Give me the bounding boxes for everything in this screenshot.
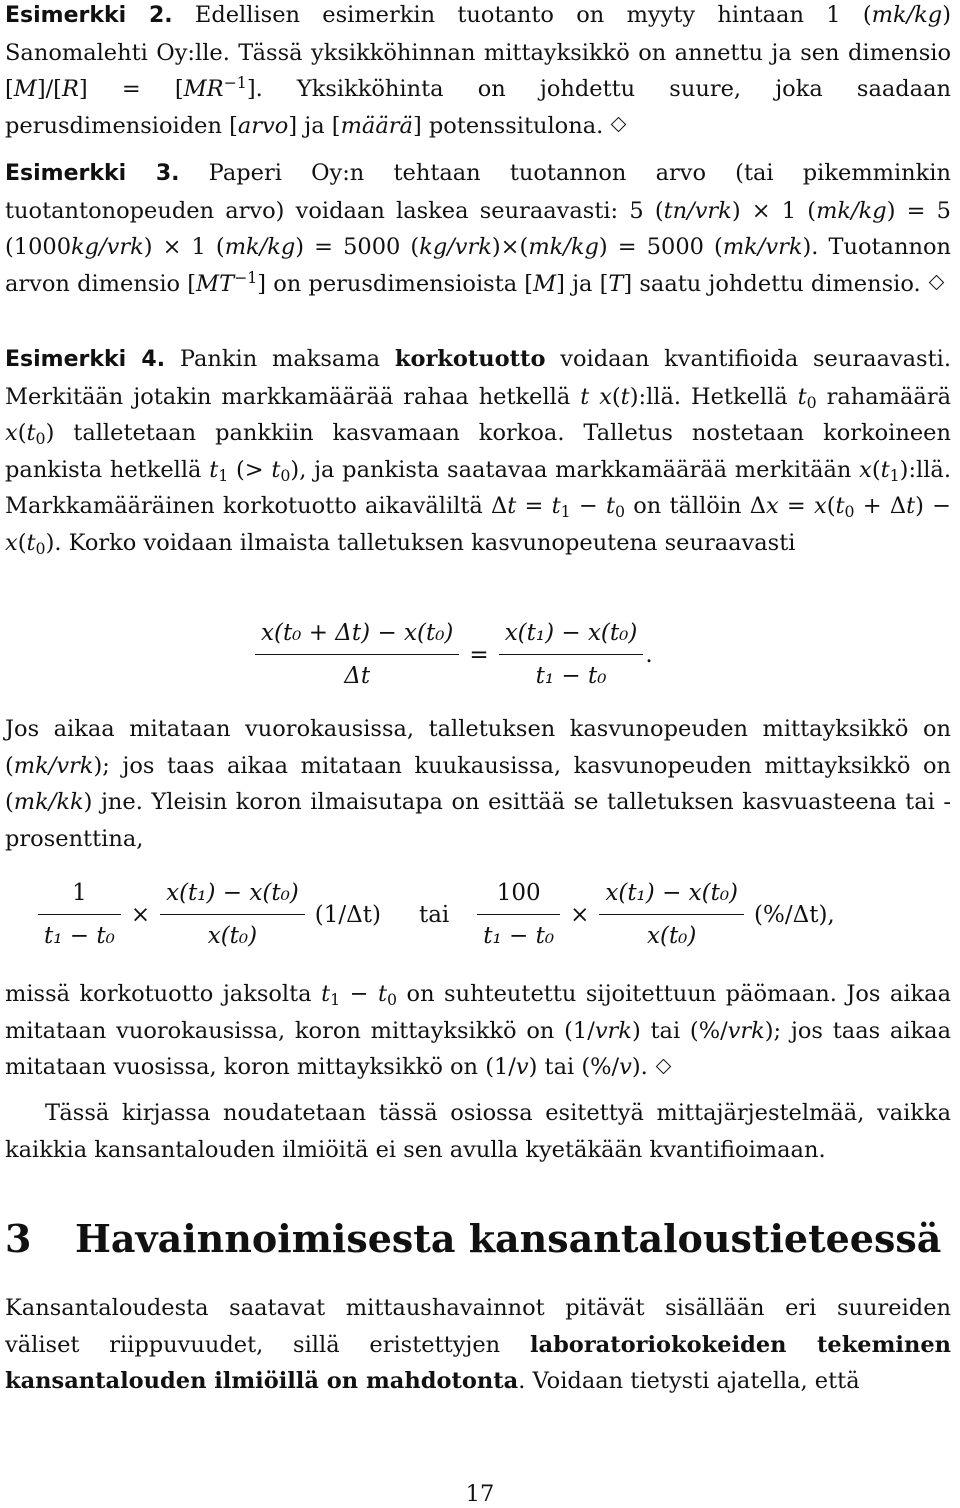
- end-of-example-icon: [655, 1058, 671, 1074]
- paragraph-interest-units: [5, 976, 951, 1086]
- text: −: [340, 981, 378, 1007]
- text: [589, 384, 599, 410]
- conjunction: tai: [418, 901, 450, 928]
- paragraph-units: [5, 711, 951, 857]
- symbol: t: [551, 493, 561, 520]
- subscript: 0: [280, 465, 291, 485]
- text: ) Sanomalehti Oy:lle. Tässä yksikköhinnan mittayksikkö on annettu ja sen dimensio [: [5, 2, 951, 103]
- text: ] saatu johdettu dimensio.: [623, 270, 921, 297]
- subscript: 0: [844, 502, 855, 522]
- paragraph-book-note: Tässä kirjassa noudatetaan tässä osiossa esitettyä mittajärjestelmää, vaikka kaikkia kansantalouden ilmiöitä ei sen avulla kyetäkään kvantifioimaan.: [5, 1100, 951, 1163]
- fraction: [477, 878, 560, 951]
- symbol: M: [533, 270, 557, 297]
- symbol: t: [321, 981, 331, 1007]
- fraction: [499, 618, 644, 691]
- symbol: arvo: [237, 112, 289, 139]
- text: Jos aikaa mitataan vuorokausissa, talletuksen kasvunopeuden mittayksikkö on (: [5, 716, 951, 779]
- unit: (1/Δt): [314, 901, 381, 928]
- section-paragraph: [5, 1290, 951, 1400]
- text: ] ja [: [556, 270, 609, 297]
- section-title: Havainnoimisesta kansantaloustieteessä: [75, 1216, 942, 1261]
- fraction: [160, 878, 305, 951]
- unit: v: [619, 1054, 632, 1081]
- subscript: 0: [35, 429, 46, 449]
- section-number: 3: [5, 1216, 32, 1261]
- text: + Δ: [854, 493, 907, 520]
- unit: vrk: [594, 1017, 632, 1044]
- unit: mk/kg: [224, 234, 296, 261]
- text: ] ja [: [288, 112, 341, 139]
- times-sign: ×: [570, 901, 590, 928]
- end-of-example-icon: [611, 117, 627, 133]
- unit: v: [515, 1054, 529, 1081]
- example-3-label: Esimerkki 3.: [5, 161, 180, 186]
- symbol: T: [608, 270, 624, 297]
- text: ) = 5 (1000: [5, 197, 951, 261]
- text: =: [778, 493, 814, 520]
- exponent: −1: [223, 73, 247, 93]
- text: ) tai (%/: [631, 1017, 728, 1044]
- unit: mk/vrk: [722, 234, 803, 261]
- text: ) × 1 (: [143, 234, 225, 261]
- numerator: x(t₁) − x(t₀): [599, 878, 744, 915]
- equation-growth-percent: [38, 878, 845, 951]
- numerator: x(t₀ + Δt) − x(t₀): [255, 618, 459, 655]
- subscript: 1: [560, 502, 571, 522]
- numerator: 100: [477, 878, 560, 915]
- symbol: R: [61, 76, 79, 103]
- symbol: x: [859, 456, 872, 483]
- denominator: x(t₀): [207, 923, 258, 949]
- subscript: 1: [889, 465, 900, 485]
- text: Paperi Oy:n tehtaan tuotannon arvo (tai pikemminkin tuotantonopeuden arvo) voidaan laskea seuraavasti: 5 (: [5, 160, 951, 224]
- symbol: määrä: [340, 112, 413, 139]
- example-2-paragraph: [5, 0, 951, 144]
- symbol: t: [797, 383, 807, 410]
- subscript: 0: [614, 502, 626, 522]
- symbol: M: [13, 76, 37, 103]
- example-2-label: Esimerkki 2.: [5, 3, 173, 28]
- symbol: MT: [196, 270, 235, 297]
- exponent: −1: [234, 267, 258, 287]
- subscript: 1: [218, 465, 229, 485]
- subscript: 1: [330, 989, 341, 1009]
- text: (: [826, 493, 836, 520]
- denominator: t₁ − t₀: [535, 663, 607, 689]
- text: ] potenssitulona.: [412, 112, 604, 139]
- subscript: 0: [35, 538, 46, 558]
- text: −: [570, 493, 606, 520]
- subscript: 0: [387, 989, 398, 1009]
- text: ). Korko voidaan ilmaista talletuksen kasvunopeutena seuraavasti: [45, 529, 796, 556]
- text: Kansantaloudesta saatavat mittaushavainnot pitävät sisällään eri suureiden väliset riippuvuudet, sillä eristettyjen: [5, 1295, 951, 1358]
- symbol: t: [271, 456, 281, 483]
- text: Edellisen esimerkin tuotanto on myyty hintaan 1 (: [172, 2, 872, 28]
- numerator: x(t₁) − x(t₀): [160, 878, 305, 915]
- symbol: t: [507, 493, 517, 520]
- text: ]. Yksikköhinta on johdettu suure, joka saadaan perusdimensioiden [: [5, 76, 951, 139]
- text: ] on perusdimensioista [: [257, 270, 534, 297]
- text: ) −: [915, 493, 951, 520]
- fraction: [599, 878, 744, 951]
- example-4-paragraph: [5, 341, 951, 562]
- text: on tällöin Δ: [625, 493, 767, 520]
- text: (>: [228, 456, 272, 483]
- text: ) = 5000 (: [598, 234, 723, 261]
- symbol: MR: [183, 76, 224, 103]
- denominator: t₁ − t₀: [483, 923, 555, 949]
- text: (: [611, 383, 621, 410]
- text: ] = [: [78, 76, 184, 103]
- denominator: Δt: [344, 663, 371, 689]
- equals-sign: =: [469, 641, 489, 668]
- text: Pankin maksama: [165, 346, 395, 372]
- text: ); jos taas aikaa mitataan kuukausissa, kasvunopeuden mittayksikkö on (: [5, 752, 951, 816]
- text: ). Tuotannon arvon dimensio [: [5, 234, 951, 297]
- numerator: x(t₁) − x(t₀): [499, 618, 644, 655]
- text: rahamäärä: [816, 383, 952, 410]
- denominator: x(t₀): [647, 923, 697, 949]
- unit: kg/vrk: [71, 234, 144, 261]
- unit: mk/vrk: [13, 752, 94, 779]
- text: on suhteutettu sijoitettuun päömaan. Jos aikaa mitataan vuorokausissa, koron mittayksikkö on (1/: [5, 981, 951, 1044]
- symbol: t: [605, 493, 615, 520]
- unit: kg/vrk: [419, 234, 492, 261]
- subscript: 0: [806, 392, 817, 412]
- text: missä korkotuotto jaksolta: [5, 981, 322, 1007]
- end-of-example-icon: [928, 275, 944, 291]
- symbol: x: [814, 493, 827, 520]
- symbol: t: [580, 383, 590, 410]
- text: . Voidaan tietysti ajatella, että: [518, 1368, 860, 1395]
- symbol: t: [906, 493, 916, 520]
- denominator: t₁ − t₀: [44, 923, 115, 949]
- unit: mk/kg: [871, 2, 943, 28]
- symbol: t: [26, 420, 36, 447]
- text: ):llä. Markkamääräinen korkotuotto aikaväliltä Δ: [5, 456, 951, 520]
- text: ]/[: [36, 76, 62, 103]
- symbol: t: [209, 456, 219, 483]
- symbol: t: [835, 493, 845, 520]
- text: ), ja pankista saatavaa markkamäärää merkitään: [290, 456, 860, 483]
- text: ) × 1 (: [731, 197, 817, 224]
- symbol: t: [880, 456, 890, 483]
- text: (: [871, 456, 881, 483]
- unit: mk/kk: [13, 789, 84, 816]
- symbol: x: [599, 383, 612, 410]
- unit: vrk: [727, 1017, 765, 1044]
- text: ) jne. Yleisin koron ilmaisutapa on esittää se talletuksen kasvuasteena tai -prosenttina,: [5, 789, 951, 852]
- unit: mk/kg: [816, 197, 887, 224]
- fraction: [255, 618, 459, 691]
- emphasized-text: laboratoriokokeiden tekeminen kansantalouden ilmiöillä on mahdotonta: [5, 1331, 951, 1395]
- example-4-label: Esimerkki 4.: [5, 347, 166, 372]
- section-heading: [5, 1214, 941, 1264]
- unit: tn/vrk: [663, 197, 732, 224]
- text: ) = 5000 (: [295, 234, 420, 261]
- unit: (%/Δt),: [754, 901, 835, 928]
- text: ) talletetaan pankkiin kasvamaan korkoa. Talletus nostetaan korkoineen pankista hetkellä: [5, 420, 951, 483]
- symbol: t: [377, 981, 388, 1007]
- equation-growth-rate: [255, 618, 655, 691]
- text: (: [17, 529, 27, 556]
- term-korkotuotto: korkotuotto: [394, 346, 546, 372]
- numerator: 1: [38, 878, 121, 915]
- symbol: x: [766, 493, 779, 520]
- text: =: [516, 493, 552, 520]
- punctuation: .: [645, 641, 653, 668]
- text: ).: [631, 1054, 648, 1081]
- example-3-paragraph: [5, 155, 951, 302]
- text: ); jos taas aikaa mitataan vuosissa, koron mittayksikkö on (1/: [5, 1017, 952, 1081]
- fraction: [38, 878, 121, 951]
- text: (: [17, 420, 27, 447]
- text: voidaan kvantifioida seuraavasti. Merkitään jotakin markkamäärää rahaa hetkellä: [5, 346, 951, 410]
- unit: mk/kg: [528, 234, 599, 261]
- symbol: x: [5, 529, 18, 556]
- symbol: t: [26, 529, 36, 556]
- text: )×(: [491, 234, 529, 261]
- text: ):llä. Hetkellä: [629, 383, 798, 410]
- times-sign: ×: [130, 901, 151, 928]
- text: ) tai (%/: [528, 1054, 620, 1081]
- symbol: t: [620, 383, 630, 410]
- symbol: x: [5, 420, 18, 447]
- page-number: 17: [465, 1481, 495, 1507]
